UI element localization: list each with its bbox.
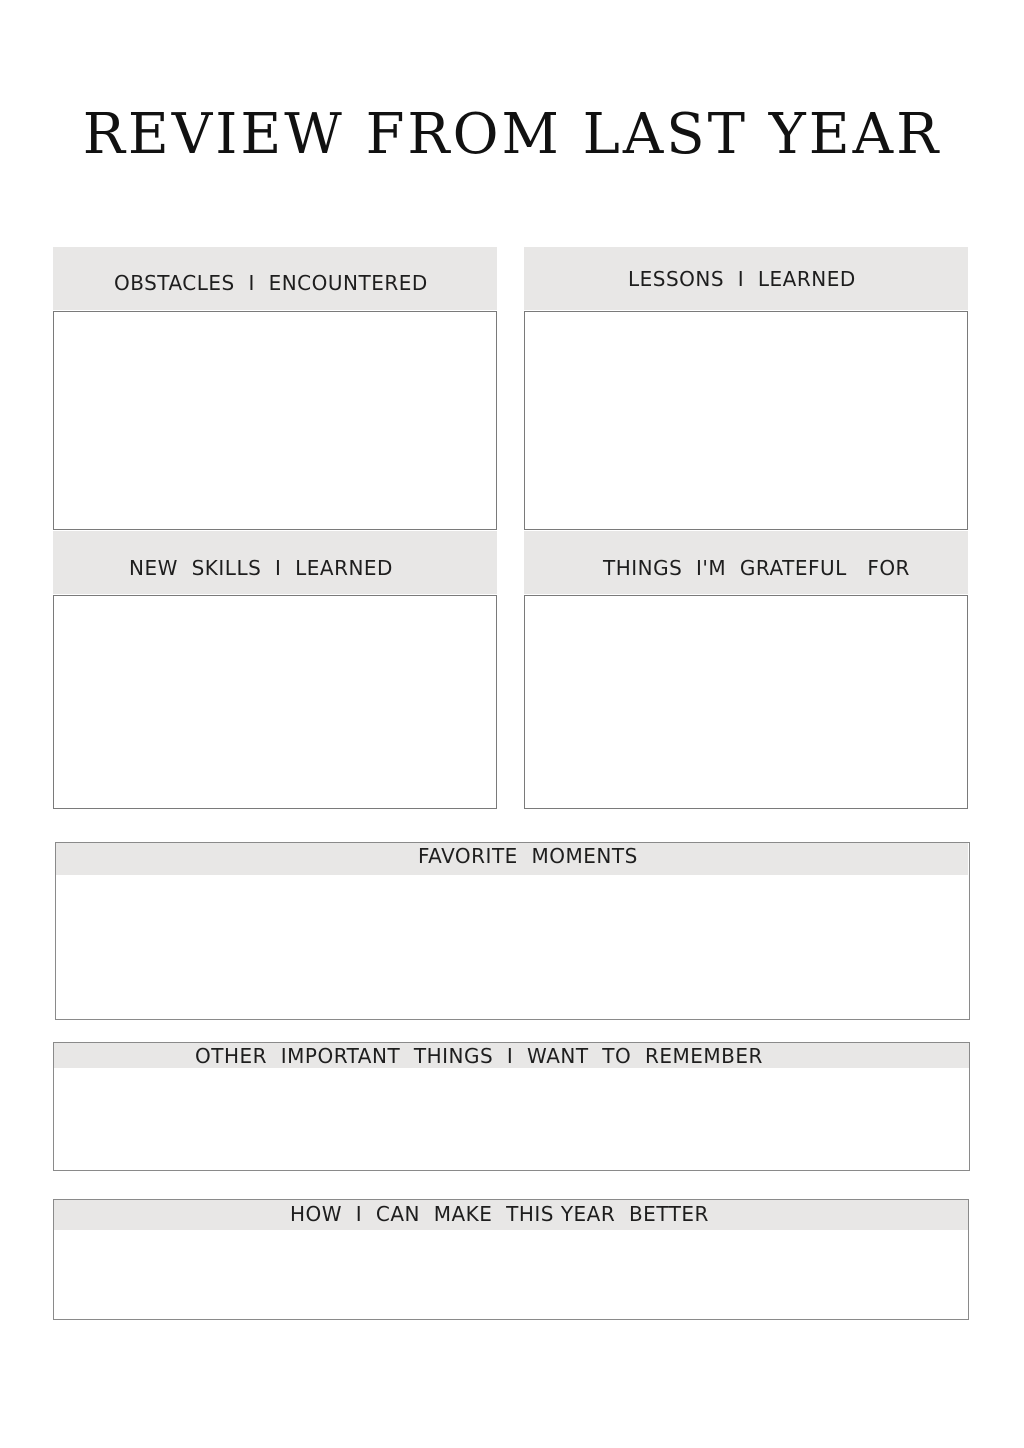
grateful-label: THINGS I'M GRATEFUL FOR (603, 556, 910, 580)
obstacles-box[interactable] (53, 311, 497, 530)
lessons-header (524, 247, 968, 310)
other-label: OTHER IMPORTANT THINGS I WANT TO REMEMBER (195, 1044, 763, 1068)
grateful-header (524, 531, 968, 594)
better-header (54, 1200, 968, 1230)
lessons-box[interactable] (524, 311, 968, 530)
favorite-label: FAVORITE MOMENTS (418, 844, 638, 868)
obstacles-header (53, 247, 497, 310)
skills-header (53, 531, 497, 594)
better-label: HOW I CAN MAKE THIS YEAR BETTER (290, 1202, 709, 1226)
favorite-header (56, 843, 968, 875)
other-header (54, 1043, 969, 1068)
skills-label: NEW SKILLS I LEARNED (129, 556, 393, 580)
lessons-label: LESSONS I LEARNED (628, 267, 856, 291)
skills-box[interactable] (53, 595, 497, 809)
grateful-box[interactable] (524, 595, 968, 809)
obstacles-label: OBSTACLES I ENCOUNTERED (114, 271, 428, 295)
page-title: REVIEW FROM LAST YEAR (82, 102, 942, 167)
